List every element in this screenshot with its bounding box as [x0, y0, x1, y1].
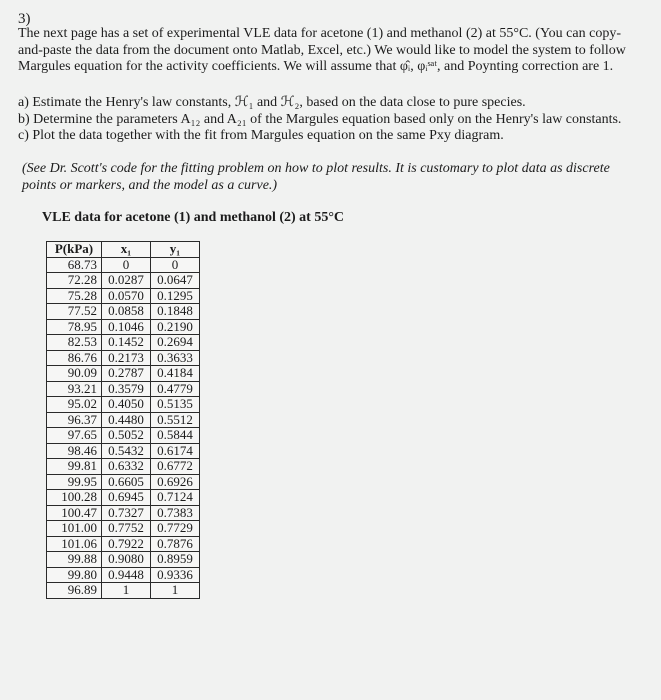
plotting-note: (See Dr. Scott's code for the fitting problem on how to plot results. It is customary to plot data as discrete points or markers, and the model as a curve.)	[22, 161, 610, 193]
pressure-cell: 100.28	[47, 490, 102, 506]
y1-cell: 0.3633	[151, 350, 200, 366]
table-header-row	[47, 242, 200, 258]
header-y1: y₁	[151, 242, 200, 258]
question-intro: The next page has a set of experimental VLE data for acetone (1) and methanol (2) at 55°C. (You can copy-and-paste the data from the document onto Matlab, Excel, etc.) We would like to model the system to follow Margules equation for the activity coefficients. We will assume that φ̂ᵢ, φᵢˢᵃᵗ, and Poynting correction are 1.	[18, 26, 626, 74]
table-row	[47, 583, 200, 599]
question-number: 3)	[18, 11, 31, 27]
table-row	[47, 273, 200, 289]
table-body	[47, 257, 200, 598]
y1-cell: 0.5512	[151, 412, 200, 428]
pressure-cell: 99.81	[47, 459, 102, 475]
table-row	[47, 304, 200, 320]
y1-cell: 0.0647	[151, 273, 200, 289]
question-parts	[18, 95, 630, 145]
pressure-cell: 72.28	[47, 273, 102, 289]
vle-data-table	[46, 241, 200, 599]
table-row	[47, 381, 200, 397]
y1-cell: 0.5135	[151, 397, 200, 413]
pressure-cell: 100.47	[47, 505, 102, 521]
y1-cell: 0.6926	[151, 474, 200, 490]
header-x1: x₁	[102, 242, 151, 258]
table-row	[47, 474, 200, 490]
y1-cell: 0.1295	[151, 288, 200, 304]
y1-cell: 0.1848	[151, 304, 200, 320]
y1-cell: 0.7729	[151, 521, 200, 537]
table-row	[47, 552, 200, 568]
x1-cell: 0	[102, 257, 151, 273]
y1-cell: 0.9336	[151, 567, 200, 583]
pressure-cell: 101.06	[47, 536, 102, 552]
y1-cell: 0.8959	[151, 552, 200, 568]
table-row	[47, 335, 200, 351]
table-row	[47, 536, 200, 552]
x1-cell: 0.5432	[102, 443, 151, 459]
y1-cell: 0.4184	[151, 366, 200, 382]
table-row	[47, 567, 200, 583]
y1-cell: 0.2694	[151, 335, 200, 351]
table-row	[47, 397, 200, 413]
pressure-cell: 98.46	[47, 443, 102, 459]
pressure-cell: 99.95	[47, 474, 102, 490]
x1-cell: 0.2787	[102, 366, 151, 382]
table-row	[47, 366, 200, 382]
x1-cell: 0.6332	[102, 459, 151, 475]
table-row	[47, 505, 200, 521]
part-a: a) Estimate the Henry's law constants, ℋ₁ and ℋ₂, based on the data close to pure species.	[18, 95, 526, 110]
pressure-cell: 90.09	[47, 366, 102, 382]
y1-cell: 0.4779	[151, 381, 200, 397]
pressure-cell: 86.76	[47, 350, 102, 366]
y1-cell: 0	[151, 257, 200, 273]
x1-cell: 0.0287	[102, 273, 151, 289]
pressure-cell: 93.21	[47, 381, 102, 397]
table-row	[47, 443, 200, 459]
x1-cell: 0.7922	[102, 536, 151, 552]
part-c: c) Plot the data together with the fit from Margules equation on the same Pxy diagram.	[18, 128, 504, 143]
table-row	[47, 521, 200, 537]
pressure-cell: 99.88	[47, 552, 102, 568]
x1-cell: 0.6945	[102, 490, 151, 506]
x1-cell: 0.5052	[102, 428, 151, 444]
part-b: b) Determine the parameters A₁₂ and A₂₁ of the Margules equation based only on the Henry's law constants.	[18, 111, 622, 127]
y1-cell: 0.6772	[151, 459, 200, 475]
pressure-cell: 82.53	[47, 335, 102, 351]
x1-cell: 0.1452	[102, 335, 151, 351]
x1-cell: 0.9080	[102, 552, 151, 568]
table-row	[47, 257, 200, 273]
pressure-cell: 99.80	[47, 567, 102, 583]
x1-cell: 0.1046	[102, 319, 151, 335]
y1-cell: 0.5844	[151, 428, 200, 444]
pressure-cell: 95.02	[47, 397, 102, 413]
y1-cell: 0.7876	[151, 536, 200, 552]
pressure-cell: 75.28	[47, 288, 102, 304]
x1-cell: 0.0570	[102, 288, 151, 304]
table-row	[47, 288, 200, 304]
table-row	[47, 459, 200, 475]
x1-cell: 0.4050	[102, 397, 151, 413]
pressure-cell: 78.95	[47, 319, 102, 335]
pressure-cell: 96.37	[47, 412, 102, 428]
table-row	[47, 428, 200, 444]
x1-cell: 0.2173	[102, 350, 151, 366]
table-row	[47, 350, 200, 366]
header-pressure: P(kPa)	[47, 242, 102, 258]
pressure-cell: 101.00	[47, 521, 102, 537]
table-title: VLE data for acetone (1) and methanol (2) at 55°C	[42, 210, 345, 225]
pressure-cell: 96.89	[47, 583, 102, 599]
y1-cell: 0.6174	[151, 443, 200, 459]
y1-cell: 0.2190	[151, 319, 200, 335]
x1-cell: 0.4480	[102, 412, 151, 428]
x1-cell: 0.7752	[102, 521, 151, 537]
x1-cell: 0.7327	[102, 505, 151, 521]
x1-cell: 0.3579	[102, 381, 151, 397]
y1-cell: 0.7383	[151, 505, 200, 521]
x1-cell: 0.9448	[102, 567, 151, 583]
pressure-cell: 68.73	[47, 257, 102, 273]
x1-cell: 0.6605	[102, 474, 151, 490]
x1-cell: 1	[102, 583, 151, 599]
pressure-cell: 97.65	[47, 428, 102, 444]
pressure-cell: 77.52	[47, 304, 102, 320]
x1-cell: 0.0858	[102, 304, 151, 320]
y1-cell: 0.7124	[151, 490, 200, 506]
y1-cell: 1	[151, 583, 200, 599]
table-row	[47, 319, 200, 335]
table-row	[47, 490, 200, 506]
table-row	[47, 412, 200, 428]
